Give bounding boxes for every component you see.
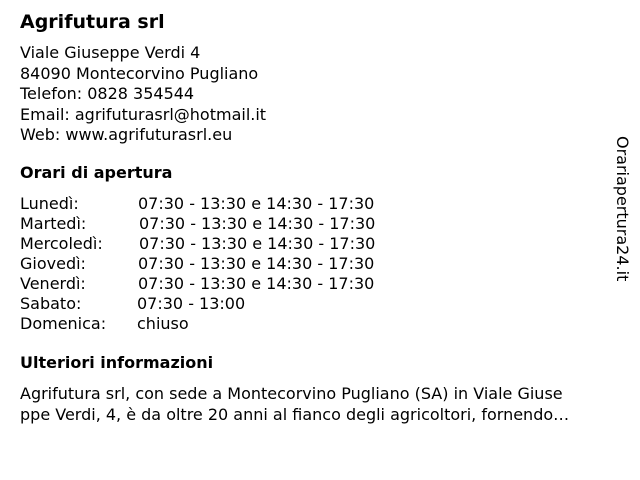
day-label: Mercoledì: (20, 234, 103, 253)
day-hours: 07:30 - 13:30 e 14:30 - 17:30 (138, 194, 375, 213)
day-hours: 07:30 - 13:00 (137, 294, 246, 313)
info-line: ppe Verdi, 4, è da oltre 20 anni al fianco degli agricoltori, fornendo… (20, 405, 570, 424)
info-line: Agrifutura srl, con sede a Montecorvino Pugliano (SA) in Viale Giuse (20, 384, 563, 403)
additional-info-text (20, 383, 622, 425)
opening-hours-heading: Orari di apertura (20, 163, 173, 182)
day-label: Sabato: (20, 294, 82, 313)
site-brand-watermark: Orariapertura24.it (613, 136, 632, 282)
day-label: Domenica: (20, 314, 107, 333)
day-hours: chiuso (137, 314, 189, 333)
day-hours: 07:30 - 13:30 e 14:30 - 17:30 (139, 214, 376, 233)
website-line: Web: www.agrifuturasrl.eu (20, 125, 233, 144)
address-block (20, 43, 266, 146)
day-hours: 07:30 - 13:30 e 14:30 - 17:30 (139, 234, 376, 253)
street-address: Viale Giuseppe Verdi 4 (20, 43, 201, 62)
day-hours: 07:30 - 13:30 e 14:30 - 17:30 (138, 254, 375, 273)
email-line: Email: agrifuturasrl@hotmail.it (20, 104, 267, 124)
day-label: Martedì: (20, 214, 87, 233)
additional-info-heading: Ulteriori informazioni (20, 353, 214, 372)
business-name: Agrifutura srl (20, 11, 165, 33)
phone-line: Telefon: 0828 354544 (20, 84, 195, 103)
day-label: Venerdì: (20, 274, 86, 293)
postal-city: 84090 Montecorvino Pugliano (20, 63, 259, 83)
day-hours: 07:30 - 13:30 e 14:30 - 17:30 (138, 274, 375, 293)
day-label: Lunedì: (20, 194, 79, 213)
day-label: Giovedì: (20, 254, 86, 273)
